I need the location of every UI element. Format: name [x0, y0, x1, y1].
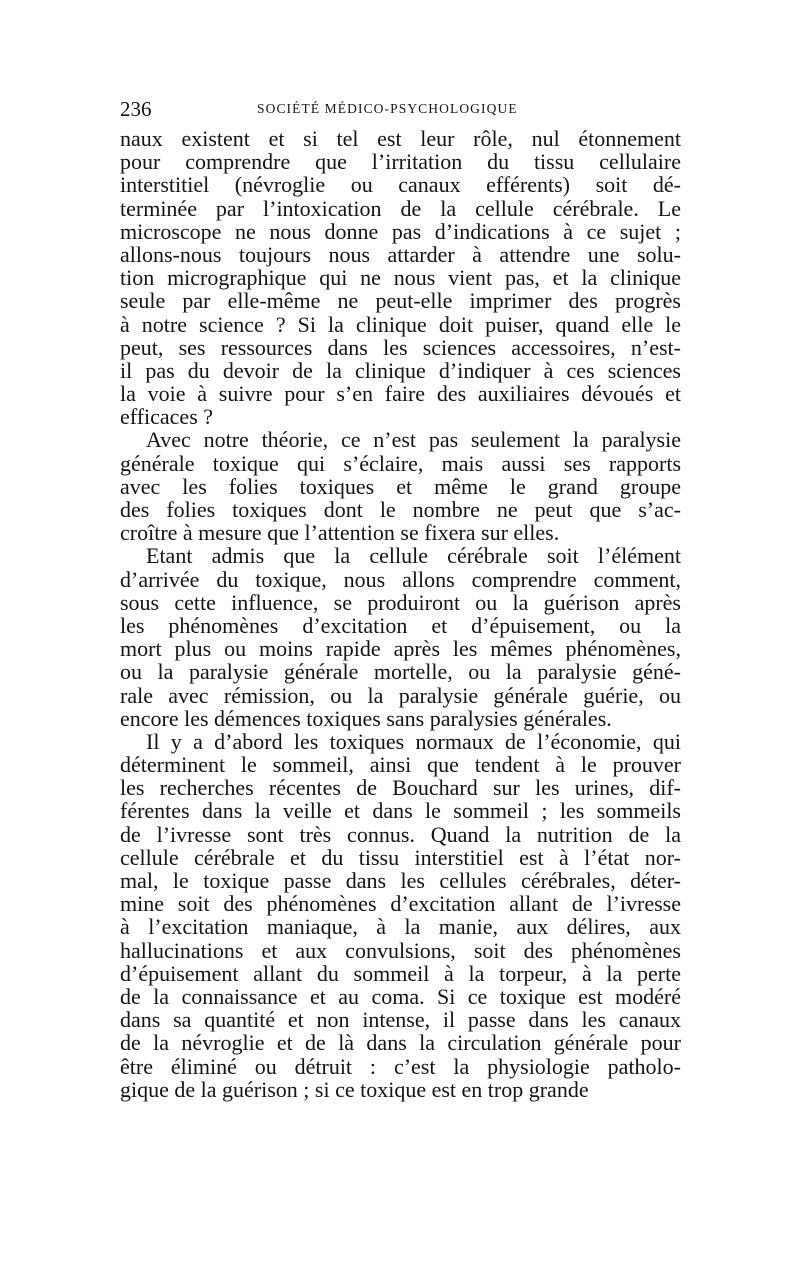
text-line: déterminent le sommeil, ainsi que tendent à le prouver — [120, 752, 681, 778]
text-line: d’épuisement allant du sommeil à la torpeur, à la perte — [120, 960, 681, 986]
text-line: d’arrivée du toxique, nous allons comprendre comment, — [120, 566, 681, 592]
text-line: être éliminé ou détruit : c’est la physiologie patholo- — [120, 1053, 681, 1079]
paragraph — [120, 127, 681, 428]
text-line: mort plus ou moins rapide après les mêmes phénomènes, — [120, 636, 681, 662]
text-line: encore les démences toxiques sans paralysies générales. — [120, 705, 612, 731]
paragraph — [120, 730, 681, 1101]
text-line: ou la paralysie générale mortelle, ou la paralysie géné- — [120, 659, 681, 685]
text-line: croître à mesure que l’attention se fixera sur elles. — [120, 520, 560, 546]
text-line: terminée par l’intoxication de la cellule cérébrale. Le — [120, 195, 681, 221]
body-text — [120, 127, 681, 1101]
text-line: à notre science ? Si la clinique doit puiser, quand elle le — [120, 311, 681, 337]
running-head — [120, 96, 681, 122]
text-line: des folies toxiques dont le nombre ne peut que s’ac- — [120, 497, 681, 522]
text-line: de la connaissance et au coma. Si ce toxique est modéré — [120, 983, 681, 1009]
paragraph — [120, 428, 681, 544]
text-line: efficaces ? — [120, 404, 214, 430]
text-line: seule par elle-même ne peut-elle imprimer des progrès — [120, 288, 681, 314]
running-title: SOCIÉTÉ MÉDICO-PSYCHOLOGIQUE — [257, 101, 518, 116]
text-line: il pas du devoir de la clinique d’indiquer à ces sciences — [120, 357, 681, 383]
text-line: allons-nous toujours nous attarder à attendre une solu- — [120, 241, 681, 267]
text-line: interstitiel (névroglie ou canaux efférents) soit dé- — [120, 172, 681, 198]
page-number: 236 — [120, 97, 152, 121]
text-line: Il y a d’abord les toxiques normaux de l’économie, qui — [146, 728, 681, 754]
text-line: Avec notre théorie, ce n’est pas seulement la paralysie — [146, 427, 681, 453]
text-line: Etant admis que la cellule cérébrale soit l’élément — [146, 543, 681, 569]
text-line: cellule cérébrale et du tissu interstitiel est à l’état nor- — [120, 844, 681, 870]
text-line: de l’ivresse sont très connus. Quand la nutrition de la — [120, 821, 681, 847]
text-line: dans sa quantité et non intense, il passe dans les canaux — [120, 1007, 681, 1033]
text-line: férentes dans la veille et dans le sommeil ; les sommeils — [120, 798, 681, 824]
text-line: sous cette influence, se produiront ou la guérison après — [120, 589, 681, 615]
text-line: hallucinations et aux convulsions, soit des phénomènes — [120, 937, 681, 963]
paragraph — [120, 544, 681, 730]
text-line: rale avec rémission, ou la paralysie générale guérie, ou — [120, 682, 681, 708]
text-line: microscope ne nous donne pas d’indications à ce sujet ; — [120, 218, 681, 244]
text-line: mal, le toxique passe dans les cellules cérébrales, déter- — [120, 868, 681, 893]
text-line: à l’excitation maniaque, à la manie, aux délires, aux — [120, 914, 681, 940]
text-line: la voie à suivre pour s’en faire des auxiliaires dévoués et — [120, 381, 681, 407]
text-line: générale toxique qui s’éclaire, mais aussi ses rapports — [120, 450, 681, 476]
text-line: peut, ses ressources dans les sciences accessoires, n’est- — [120, 334, 681, 360]
text-line: de la névroglie et de là dans la circulation générale pour — [120, 1030, 681, 1056]
text-line: mine soit des phénomènes d’excitation allant de l’ivresse — [120, 891, 681, 917]
text-line: avec les folies toxiques et même le grand groupe — [120, 473, 681, 499]
text-line: les phénomènes d’excitation et d’épuisement, ou la — [120, 612, 681, 638]
text-line: gique de la guérison ; si ce toxique est en trop grande — [120, 1076, 589, 1102]
text-line: naux existent et si tel est leur rôle, nul étonnement — [120, 126, 681, 151]
text-line: pour comprendre que l’irritation du tissu cellulaire — [120, 149, 681, 175]
text-line: tion micrographique qui ne nous vient pas, et la clinique — [120, 265, 681, 291]
text-line: les recherches récentes de Bouchard sur les urines, dif- — [120, 775, 681, 801]
